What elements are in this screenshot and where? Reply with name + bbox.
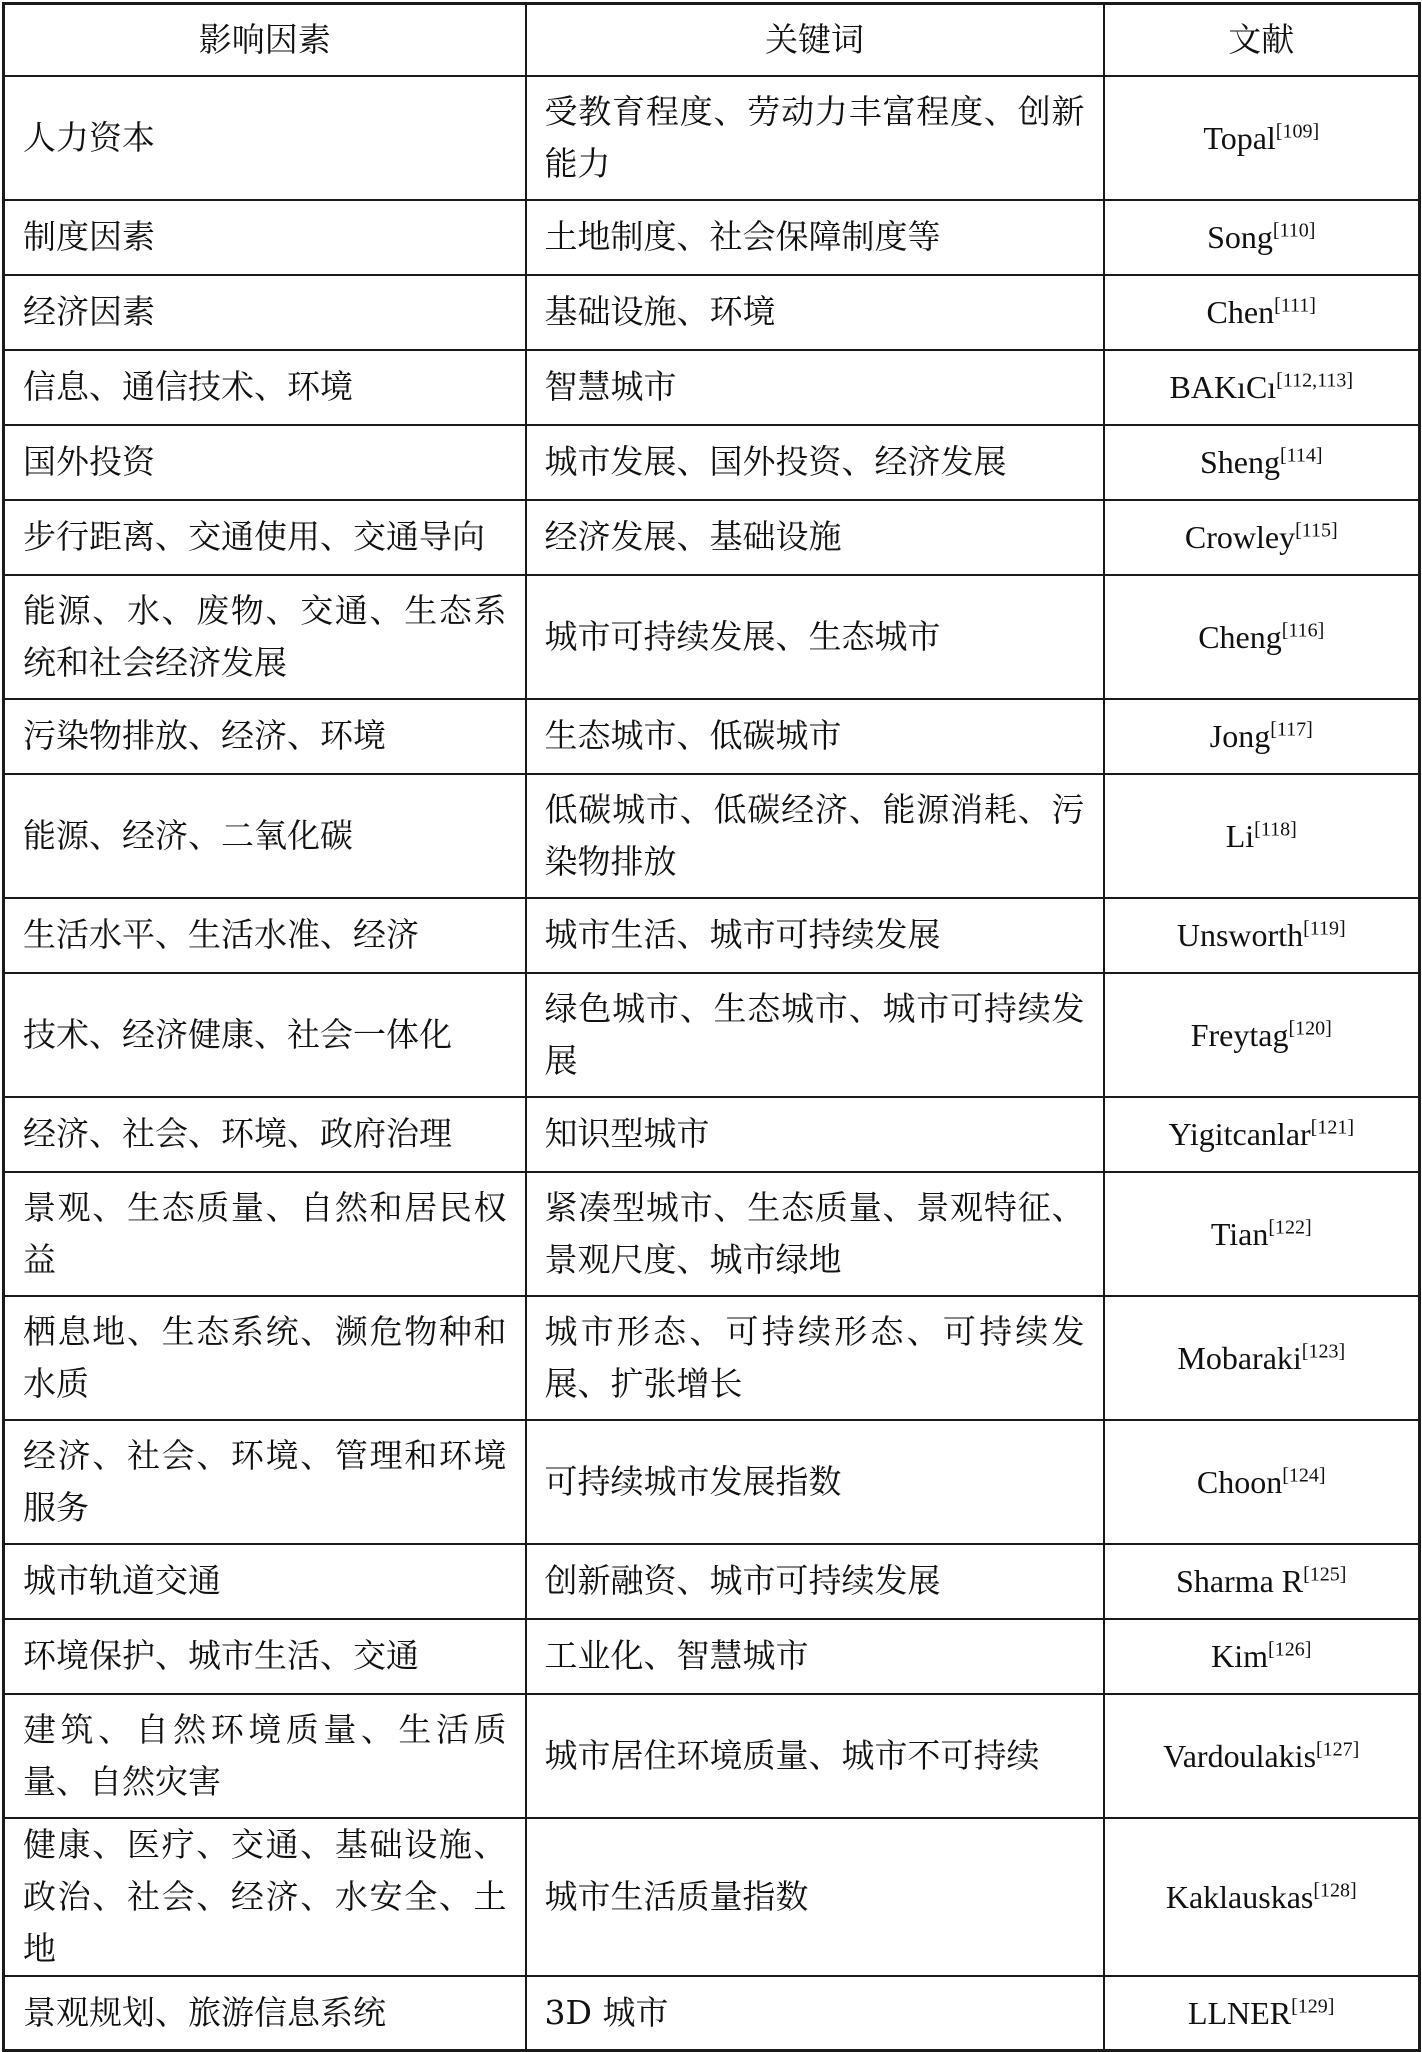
citation-number: [123]: [1301, 1339, 1346, 1362]
citation-number: [125]: [1303, 1563, 1347, 1586]
table-row: [4, 76, 1420, 200]
reference-cell: [1104, 973, 1420, 1097]
keywords-cell: 城市生活、城市可持续发展: [526, 898, 1104, 973]
reference-cell: [1104, 1976, 1420, 2051]
reference-author: Chen: [1206, 294, 1275, 330]
factor-cell: 技术、经济健康、社会一体化: [4, 973, 526, 1097]
reference-author: Cheng: [1198, 618, 1282, 655]
keywords-cell: 城市形态、可持续形态、可持续发展、扩张增长: [526, 1296, 1104, 1420]
reference-author: Li: [1225, 817, 1255, 854]
factor-cell: 国外投资: [4, 425, 526, 500]
keywords-cell: 城市生活质量指数: [526, 1818, 1104, 1976]
factor-cell: 景观规划、旅游信息系统: [4, 1976, 526, 2051]
factor-cell: 经济因素: [4, 275, 526, 350]
reference-author: Tian: [1210, 1215, 1269, 1252]
citation-number: [120]: [1288, 1016, 1332, 1039]
reference-author: Topal: [1203, 119, 1276, 156]
keywords-cell: 可持续城市发展指数: [526, 1420, 1104, 1544]
citation-number: [117]: [1270, 718, 1313, 741]
reference-author: Sharma R: [1176, 1563, 1304, 1599]
factor-cell: 栖息地、生态系统、濒危物种和水质: [4, 1296, 526, 1420]
keywords-cell: 3D 城市: [526, 1976, 1104, 2051]
reference-cell: [1104, 425, 1420, 500]
table-row: [4, 774, 1420, 898]
keywords-cell: 工业化、智慧城市: [526, 1619, 1104, 1694]
table-row: [4, 575, 1420, 699]
factor-cell: 信息、通信技术、环境: [4, 350, 526, 425]
factor-cell: 景观、生态质量、自然和居民权益: [4, 1172, 526, 1296]
reference-author: BAKıCı: [1169, 369, 1277, 405]
table-row: [4, 1694, 1420, 1818]
citation-number: [115]: [1295, 519, 1338, 542]
reference-cell: [1104, 1420, 1420, 1544]
citation-number: [122]: [1268, 1215, 1312, 1238]
reference-cell: [1104, 500, 1420, 575]
reference-cell: [1104, 1544, 1420, 1619]
factor-cell: 经济、社会、环境、管理和环境服务: [4, 1420, 526, 1544]
factor-cell: 能源、经济、二氧化碳: [4, 774, 526, 898]
header-factor: 影响因素: [4, 4, 526, 76]
reference-cell: [1104, 1097, 1420, 1172]
reference-cell: [1104, 575, 1420, 699]
keywords-cell: 智慧城市: [526, 350, 1104, 425]
citation-number: [127]: [1316, 1737, 1360, 1760]
table-row: [4, 275, 1420, 350]
keywords-cell: 知识型城市: [526, 1097, 1104, 1172]
citation-number: [129]: [1291, 1995, 1335, 2018]
keywords-cell: 经济发展、基础设施: [526, 500, 1104, 575]
factor-cell: 健康、医疗、交通、基础设施、政治、社会、经济、水安全、土地: [4, 1818, 526, 1976]
reference-cell: [1104, 1818, 1420, 1976]
table-body: [4, 76, 1420, 2051]
table-row: [4, 500, 1420, 575]
factor-cell: 城市轨道交通: [4, 1544, 526, 1619]
reference-cell: [1104, 1172, 1420, 1296]
reference-author: Vardoulakis: [1163, 1737, 1317, 1774]
reference-author: LLNER: [1188, 1994, 1292, 2031]
reference-author: Kaklauskas: [1165, 1878, 1314, 1915]
factor-cell: 人力资本: [4, 76, 526, 200]
citation-number: [126]: [1268, 1638, 1312, 1661]
table-row: [4, 1619, 1420, 1694]
reference-cell: [1104, 350, 1420, 425]
citation-number: [116]: [1281, 618, 1325, 641]
factor-cell: 步行距离、交通使用、交通导向: [4, 500, 526, 575]
table-row: [4, 1544, 1420, 1619]
reference-cell: [1104, 774, 1420, 898]
factor-cell: 环境保护、城市生活、交通: [4, 1619, 526, 1694]
reference-cell: [1104, 699, 1420, 774]
reference-cell: [1104, 76, 1420, 200]
factor-cell: 生活水平、生活水准、经济: [4, 898, 526, 973]
table-row: [4, 973, 1420, 1097]
reference-author: Sheng: [1199, 444, 1280, 480]
citation-number: [128]: [1313, 1878, 1357, 1901]
table-row: [4, 699, 1420, 774]
reference-author: Jong: [1209, 718, 1271, 754]
table-row: [4, 898, 1420, 973]
keywords-cell: 受教育程度、劳动力丰富程度、创新能力: [526, 76, 1104, 200]
influence-factors-table: [2, 2, 1421, 2052]
keywords-cell: 基础设施、环境: [526, 275, 1104, 350]
table-row: [4, 1296, 1420, 1420]
citation-number: [111]: [1274, 294, 1316, 317]
citation-number: [118]: [1254, 817, 1297, 840]
reference-cell: [1104, 1296, 1420, 1420]
table-row: [4, 1420, 1420, 1544]
table-header: [4, 4, 1420, 76]
header-references: 文献: [1104, 4, 1420, 76]
keywords-cell: 城市居住环境质量、城市不可持续: [526, 1694, 1104, 1818]
keywords-cell: 紧凑型城市、生态质量、景观特征、景观尺度、城市绿地: [526, 1172, 1104, 1296]
reference-author: Kim: [1211, 1638, 1269, 1674]
reference-cell: [1104, 898, 1420, 973]
citation-number: [109]: [1275, 119, 1320, 142]
citation-number: [114]: [1279, 444, 1323, 467]
keywords-cell: 城市可持续发展、生态城市: [526, 575, 1104, 699]
reference-author: Unsworth: [1176, 917, 1304, 953]
citation-number: [110]: [1272, 219, 1316, 242]
keywords-cell: 土地制度、社会保障制度等: [526, 200, 1104, 275]
reference-cell: [1104, 1694, 1420, 1818]
table-row: [4, 1976, 1420, 2051]
factor-cell: 经济、社会、环境、政府治理: [4, 1097, 526, 1172]
citation-number: [119]: [1303, 917, 1346, 940]
reference-author: Mobaraki: [1177, 1339, 1302, 1376]
table-row: [4, 425, 1420, 500]
keywords-cell: 创新融资、城市可持续发展: [526, 1544, 1104, 1619]
reference-cell: [1104, 275, 1420, 350]
keywords-cell: 生态城市、低碳城市: [526, 699, 1104, 774]
reference-author: Freytag: [1190, 1016, 1289, 1053]
reference-cell: [1104, 1619, 1420, 1694]
table-row: [4, 200, 1420, 275]
citation-number: [124]: [1282, 1463, 1326, 1486]
reference-author: Yigitcanlar: [1168, 1116, 1311, 1152]
factor-cell: 污染物排放、经济、环境: [4, 699, 526, 774]
table-container: [2, 2, 1418, 2052]
table-row: [4, 350, 1420, 425]
keywords-cell: 绿色城市、生态城市、城市可持续发展: [526, 973, 1104, 1097]
header-keywords: 关键词: [526, 4, 1104, 76]
factor-cell: 能源、水、废物、交通、生态系统和社会经济发展: [4, 575, 526, 699]
table-row: [4, 1097, 1420, 1172]
factor-cell: 建筑、自然环境质量、生活质量、自然灾害: [4, 1694, 526, 1818]
citation-number: [121]: [1310, 1116, 1354, 1139]
reference-author: Song: [1207, 219, 1273, 255]
reference-author: Crowley: [1184, 519, 1296, 555]
table-row: [4, 1818, 1420, 1976]
factor-cell: 制度因素: [4, 200, 526, 275]
table-row: [4, 1172, 1420, 1296]
reference-author: Choon: [1196, 1463, 1283, 1500]
keywords-cell: 城市发展、国外投资、经济发展: [526, 425, 1104, 500]
keywords-cell: 低碳城市、低碳经济、能源消耗、污染物排放: [526, 774, 1104, 898]
citation-number: [112,113]: [1276, 369, 1354, 392]
header-row: [4, 4, 1420, 76]
reference-cell: [1104, 200, 1420, 275]
